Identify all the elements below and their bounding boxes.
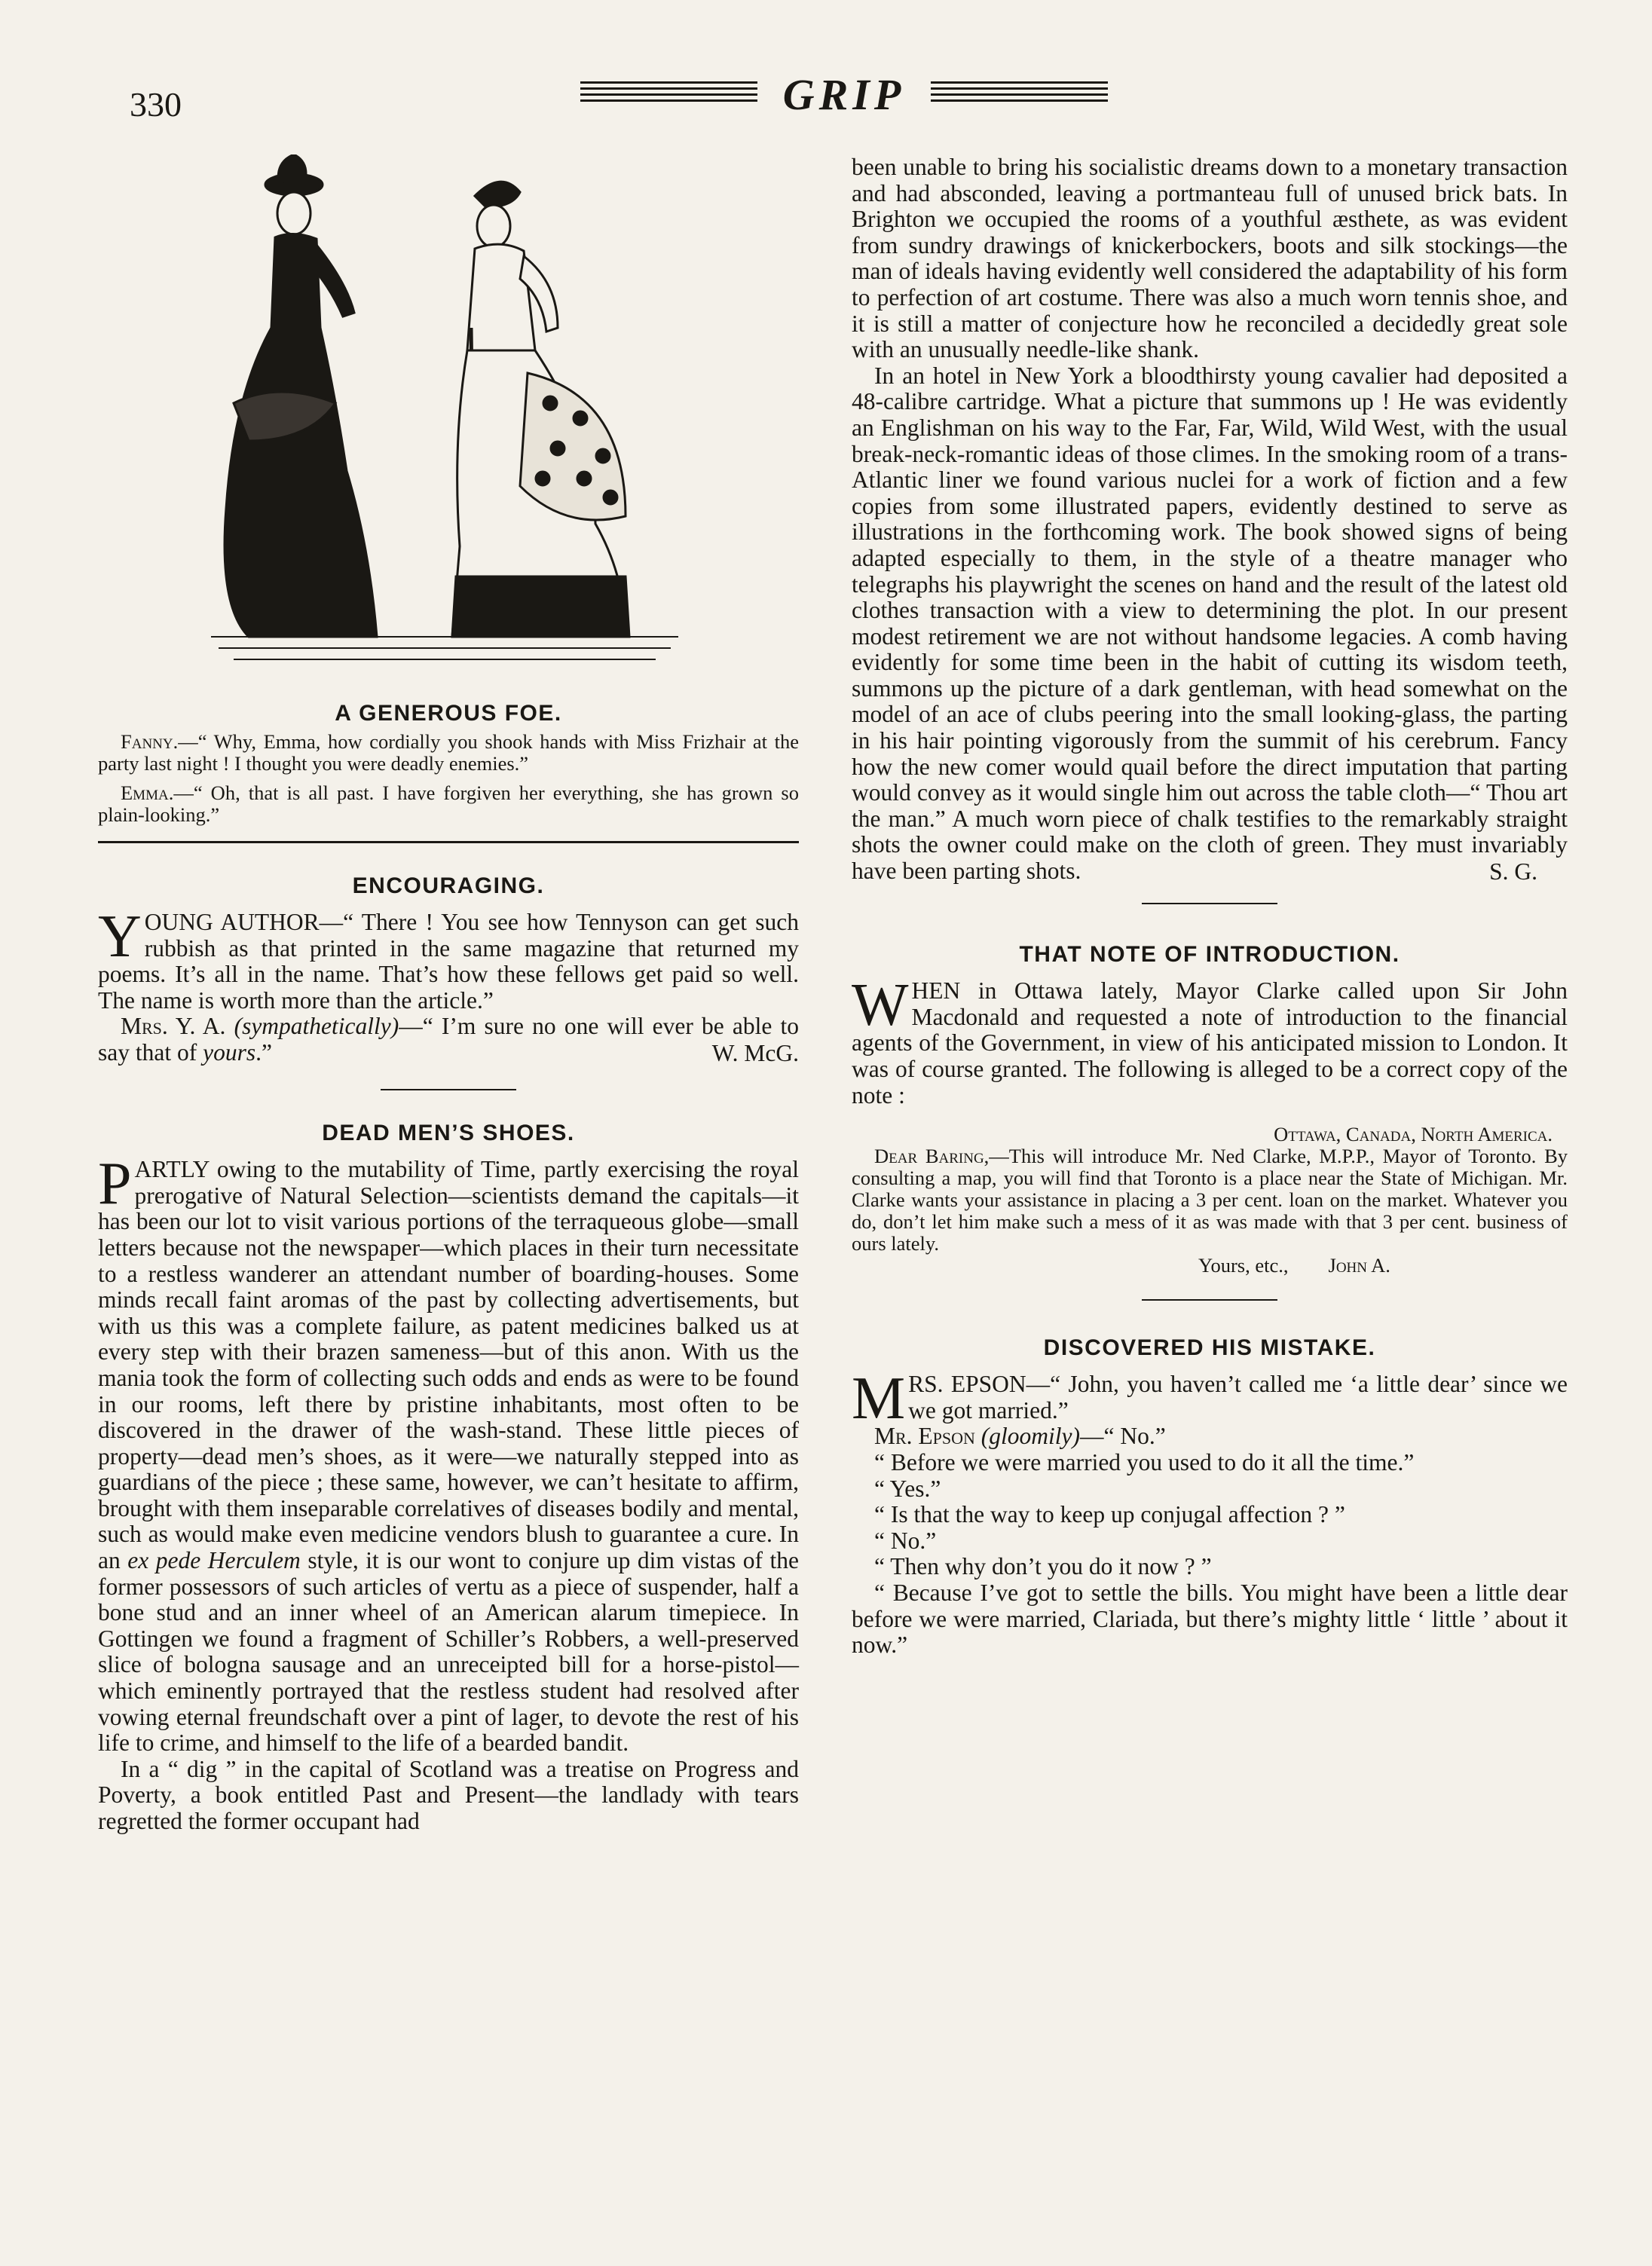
fanny-speaker: Fanny.: [121, 730, 179, 753]
dialogue-line-4: “ Yes.”: [874, 1475, 941, 1502]
masthead-rule-right: [931, 81, 1108, 107]
fanny-line: —“ Why, Emma, how cordially you shook hands with Miss Frizhair at the party last night ! I thought you were deadly enemies.”: [98, 730, 799, 775]
note-of-introduction-title: THAT NOTE OF INTRODUCTION.: [1019, 942, 1400, 968]
emma-line: —“ Oh, that is all past. I have forgiven her everything, she has grown so plain-looking.”: [98, 781, 799, 826]
encouraging-paragraph: YOUNG AUTHOR—“ There ! You see how Tennyson can get such rubbish as that printed in the same magazine that returned my poems. It’s all in the name. That’s how these fellows get paid so well. The name is worth more than the article.”: [98, 904, 799, 1014]
short-divider: [381, 1089, 516, 1090]
emma-figure: [452, 182, 629, 637]
letter-body: [852, 1145, 1568, 1255]
encouraging-signature: W. McG.: [711, 1039, 799, 1066]
masthead-rule-left: [580, 81, 757, 107]
discovered-mistake-title: DISCOVERED HIS MISTAKE.: [1043, 1335, 1376, 1361]
dialogue-line-3: “ Before we were married you used to do it all the time.”: [874, 1448, 1415, 1475]
dead-mens-shoes-paragraph-1: [98, 1151, 799, 1757]
fanny-figure: [225, 154, 377, 637]
dialogue-line-8: “ Because I’ve got to settle the bills. You might have been a little dear before we were married, Clariada, but there’s mighty little ‘ little ’ about it now.”: [852, 1579, 1568, 1659]
dms-p1-text-b: style, it is our wont to conjure up dim vistas of the former possessors of such articles of vertu as a piece of suspender, half a bone stud and an inner wheel of an American alarum timepiece. In Gottingen we found a fragment of Schiller’s Robbers, a well-preserved slice of bologna sausage and an unreceipted bill for a horse-pistol—which eminently portrayed that the restless student had resolved after vowing eternal freundschaft over a pint of lager, to devote the rest of his life to crime, and himself to the life of a bearded bandit.: [98, 1547, 799, 1757]
emma-speaker: Emma.: [121, 781, 174, 804]
dialogue-line-2: [852, 1424, 1568, 1450]
right-column: [852, 154, 1568, 1659]
mr-epson-speaker: Mr. Epson: [874, 1423, 975, 1450]
encouraging-title: ENCOURAGING.: [352, 873, 545, 898]
mrs-y-a-line: —“ I’m sure no one will ever be able to say that of: [98, 1013, 800, 1066]
left-column: [98, 154, 799, 1835]
dialogue-line-6: “ No.”: [874, 1527, 937, 1554]
letter-place: Ottawa, Canada, North America.: [1274, 1123, 1553, 1146]
letter-signoff: [852, 1255, 1568, 1277]
cartoon-title: A GENEROUS FOE.: [335, 701, 562, 726]
dialogue-line-7: “ Then why don’t you do it now ? ”: [874, 1553, 1212, 1580]
dms-p1-text-a: PARTLY owing to the mutability of Time, partly exercising the royal prerogative of Natural Selection—scientists demand the capitals—it has been our lot to visit various portions of the terraqueous globe—small letters because not the newspaper—which places in their turn necessitate to a restless wanderer an attendant number of boarding-houses. Some minds recall faint aromas of the past by collecting advertisements, but with us this was a complete failure, as patent medicines balked us at every step with their brazen sameness—but of this anon. With us the mania took the form of collecting such odds and ends as were to be found in our rooms, left there by pristine inhabitants, most often to be discovered in the drawer of the wash-stand. These little pieces of property—dead men’s shoes, as it were—we naturally stepped into as guardians of the piece ; these same, however, we can’t hesitate to affirm, brought with them inseparable correlatives of diseases bodily and mental, such as would make even medicine vendors blush to guarantee a cure. In an: [98, 1151, 799, 1574]
dead-mens-shoes-paragraph-2: In a “ dig ” in the capital of Scotland was a treatise on Progress and Poverty, a book entitled Past and Present—the landlady with tears regretted the former occupant had: [98, 1755, 799, 1834]
cartoon-illustration: [203, 154, 686, 682]
dialogue-line-1: MRS. EPSON—“ John, you haven’t called me ‘a little dear’ since we we got married.”: [852, 1365, 1568, 1433]
mrs-y-a-direction: (sympathetically): [234, 1013, 399, 1040]
letter-salutation: Dear Baring,: [874, 1145, 990, 1168]
dead-mens-shoes-paragraph-4: In an hotel in New York a bloodthirsty young cavalier had deposited a 48-calibre cartridge. What a picture that summons up ! He was evidently an Englishman on his way to the Far, Far, Wild, Wild West, with the usual break-neck-romantic ideas of those climes. In the smoking room of a trans-Atlantic liner we found various nuclei for a work of fiction and a few copies from some illustrated papers, evidently destined to serve as illustrations in the forthcoming work. The book showed signs of being adapted especially to them, in the style of a theatre manager who telegraphs his playwright the scenes on hand and the result of the latest old clothes transaction with a view to determining the plot. In our present modest retirement we are not without handsome legacies. A comb having evidently for some time been in the habit of cutting its wisdom teeth, summons up the picture of a dark gentleman, with head somewhat on the model of an ace of clubs peering into the small looking-glass, the parting in his hair pointing vigorously from the summit of his cerebrum. Fancy how the new comer would quail before the direct imputation that parting would convey as it would single him out across the table cloth—“ Thou art the man.” A much worn piece of chalk testifies to the remarkably straight shots the owner could make on the cloth of green. They must invariably have been parting shots.: [852, 362, 1568, 885]
dead-mens-shoes-paragraph-3: been unable to bring his socialistic dreams down to a monetary transaction and had absconded, leaving a portmanteau full of unused brick bats. In Brighton we occupied the rooms of a youthful æsthete, as was evident from sundry drawings of knickerbockers, boots and silk stockings—the man of ideals having evidently well considered the adaptability of his form to perfection of art costume. There was also a much worn tennis shoe, and it is still a matter of conjecture how he reconciled a decidedly great sole with an unusually needle-like shank.: [852, 154, 1568, 363]
masthead: [580, 69, 1108, 122]
cartoon-caption-emma: [98, 782, 799, 826]
mr-epson-direction: (gloomily): [980, 1423, 1081, 1450]
dead-mens-shoes-title: DEAD MEN’S SHOES.: [322, 1121, 575, 1146]
short-divider: [1142, 1299, 1277, 1301]
cartoon-caption-fanny: [98, 731, 799, 775]
dms-p1-italic: ex pede Herculem: [127, 1547, 301, 1574]
section-divider: [98, 841, 799, 843]
magazine-title: GRIP: [782, 70, 906, 119]
page-number: 330: [130, 85, 182, 124]
letter-text: —This will introduce Mr. Ned Clarke, M.P.P., Mayor of Toronto. By consulting a map, you will find that Toronto is a place near the State of Michigan. Mr. Clarke wants your assistance in placing a 3 per cent. loan on the market. Whatever you do, don’t let him make such a mess of it as was made with that 3 per cent. business of ours lately.: [852, 1145, 1568, 1255]
mrs-y-a-line-end: .”: [255, 1038, 272, 1066]
dead-mens-shoes-signature: S. G.: [1489, 858, 1537, 885]
mr-epson-line: —“ No.”: [1080, 1423, 1166, 1450]
mrs-y-a-emphasis: yours: [203, 1038, 256, 1066]
short-divider: [1142, 903, 1277, 904]
letter-signature: John A.: [1328, 1254, 1390, 1277]
dialogue-line-5: “ Is that the way to keep up conjugal affection ? ”: [874, 1501, 1345, 1528]
letter-closing: Yours, etc.,: [1198, 1254, 1289, 1277]
note-of-introduction-paragraph: WHEN in Ottawa lately, Mayor Clarke called upon Sir John Macdonald and requested a note of introduction to the financial agents of the Government, in view of his anticipated mission to London. It was of course granted. The following is alleged to be a correct copy of the note :: [852, 972, 1568, 1109]
mrs-y-a-speaker: Mrs. Y. A.: [121, 1013, 226, 1040]
